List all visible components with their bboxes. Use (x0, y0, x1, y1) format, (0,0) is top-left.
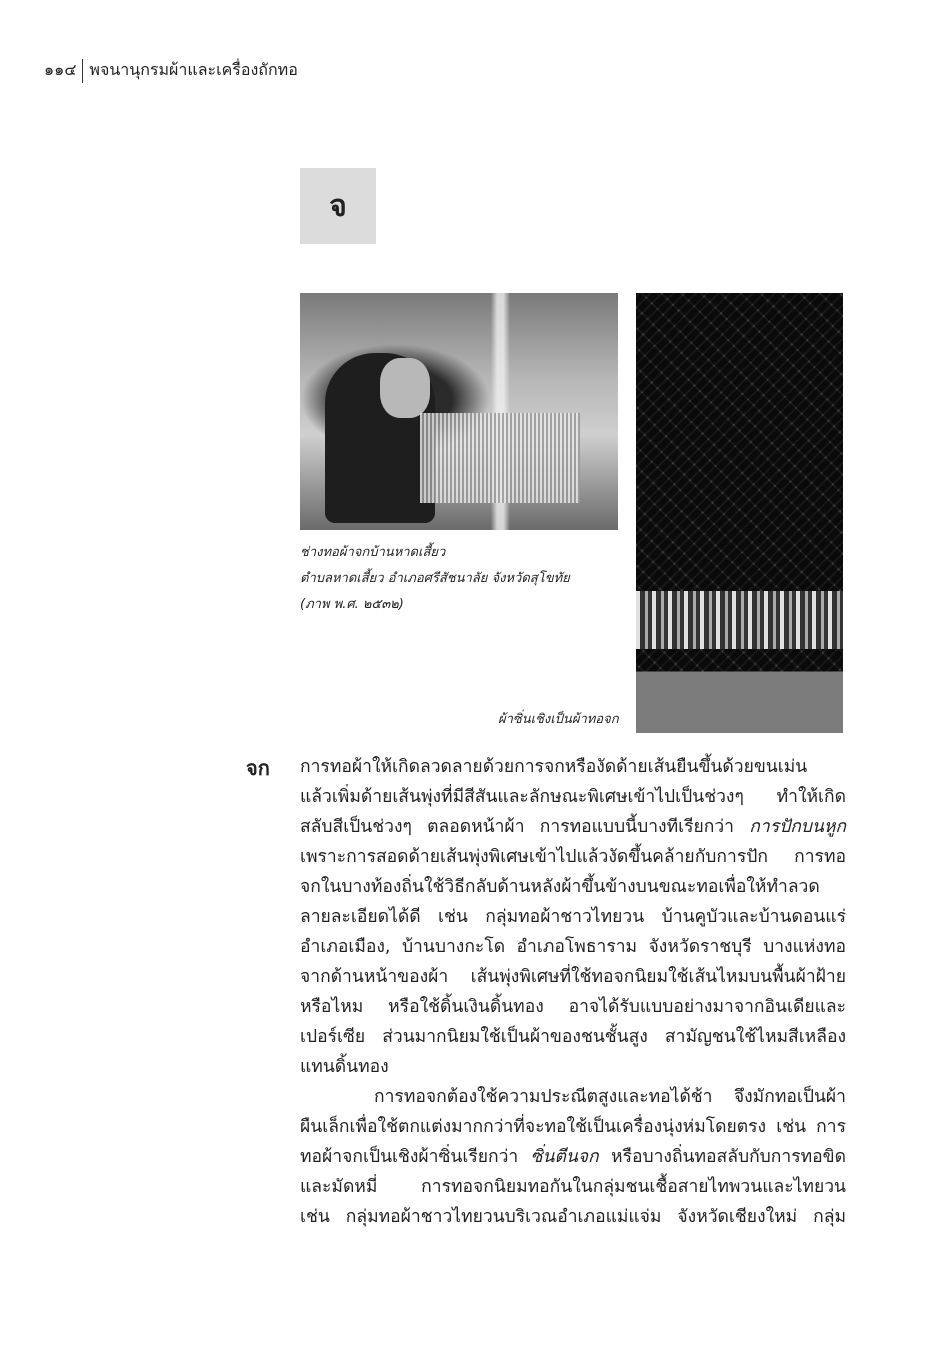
book-title: พจนานุกรมผ้าและเครื่องถักทอ (89, 60, 298, 79)
body-line (300, 812, 846, 842)
body-line: แล้วเพิ่มด้ายเส้นพุ่งที่มีสีสันและลักษณะพิเศษเข้าไปเป็นช่วงๆ ทำให้เกิด (300, 787, 846, 807)
body-text: ทอผ้าจกเป็นเชิงผ้าซิ่นเรียกว่า (300, 1147, 519, 1167)
body-line: เช่น กลุ่มทอผ้าชาวไทยวนบริเวณอำเภอแม่แจ่ม จังหวัดเชียงใหม่ กลุ่ม (300, 1207, 846, 1227)
photo-caption (300, 540, 570, 618)
textile-photo (636, 293, 843, 733)
weaver-photo (300, 293, 618, 530)
header-divider (82, 59, 83, 83)
section-letter: จ (329, 188, 347, 224)
entry-body (300, 752, 846, 1232)
textile-caption: ผ้าซิ่นเชิงเป็นผ้าทอจก (498, 712, 619, 727)
body-line: แทนดิ้นทอง (300, 1057, 389, 1077)
loom-warp (420, 413, 580, 503)
section-letter-box (300, 168, 376, 244)
body-line: ลายละเอียดได้ดี เช่น กลุ่มทอผ้าชาวไทยวน บ้านคูบัวและบ้านดอนแร่ (300, 907, 846, 927)
weaver-face (380, 358, 430, 418)
body-line: การทอจกต้องใช้ความประณีตสูงและทอได้ช้า จึงมักทอเป็นผ้า (374, 1087, 846, 1107)
italic-term: ซิ่นตีนจก (530, 1147, 599, 1167)
caption-line: ช่างทอผ้าจกบ้านหาดเสี้ยว (300, 545, 446, 560)
caption-line: ตำบลหาดเสี้ยว อำเภอศรีสัชนาลัย จังหวัดสุโขทัย (300, 571, 570, 586)
body-line: จกในบางท้องถิ่นใช้วิธีกลับด้านหลังผ้าขึ้นข้างบนขณะทอเพื่อให้ทำลวด (300, 877, 820, 897)
body-text: สลับสีเป็นช่วงๆ ตลอดหน้าผ้า การทอแบบนี้บางทีเรียกว่า (300, 817, 734, 837)
body-line: จากด้านหน้าของผ้า เส้นพุ่งพิเศษที่ใช้ทอจกนิยมใช้เส้นไหมบนพื้นผ้าฝ้าย (300, 967, 846, 987)
body-line (300, 1142, 846, 1172)
body-line: หรือไหม หรือใช้ดิ้นเงินดิ้นทอง อาจได้รับแบบอย่างมาจากอินเดียและ (300, 997, 846, 1017)
caption-line: (ภาพ พ.ศ. ๒๕๓๒) (300, 597, 404, 612)
running-header (44, 58, 298, 83)
page-number: ๑๑๔ (44, 60, 77, 79)
textile-border-band (636, 591, 843, 649)
entry-term: จก (246, 756, 270, 780)
body-line: การทอผ้าให้เกิดลวดลายด้วยการจกหรืองัดด้ายเส้นยืนขึ้นด้วยขนเม่น (300, 757, 808, 777)
body-line: และมัดหมี่ การทอจกนิยมทอกันในกลุ่มชนเชื้อสายไทพวนและไทยวน (300, 1177, 846, 1197)
italic-term: การปักบนหูก (749, 817, 846, 837)
body-line: เปอร์เซีย ส่วนมากนิยมใช้เป็นผ้าของชนชั้นสูง สามัญชนใช้ไหมสีเหลือง (300, 1027, 846, 1047)
body-line: อำเภอเมือง, บ้านบางกะโด อำเภอโพธาราม จังหวัดราชบุรี บางแห่งทอ (300, 937, 846, 957)
body-line: ผืนเล็กเพื่อใช้ตกแต่งมากกว่าที่จะทอใช้เป็นเครื่องนุ่งห่มโดยตรง เช่น การ (300, 1117, 846, 1137)
body-line: เพราะการสอดด้ายเส้นพุ่งพิเศษเข้าไปแล้วงัดขึ้นคล้ายกับการปัก การทอ (300, 847, 846, 867)
body-text: หรือบางถิ่นทอสลับกับการทอขิด (611, 1147, 846, 1167)
